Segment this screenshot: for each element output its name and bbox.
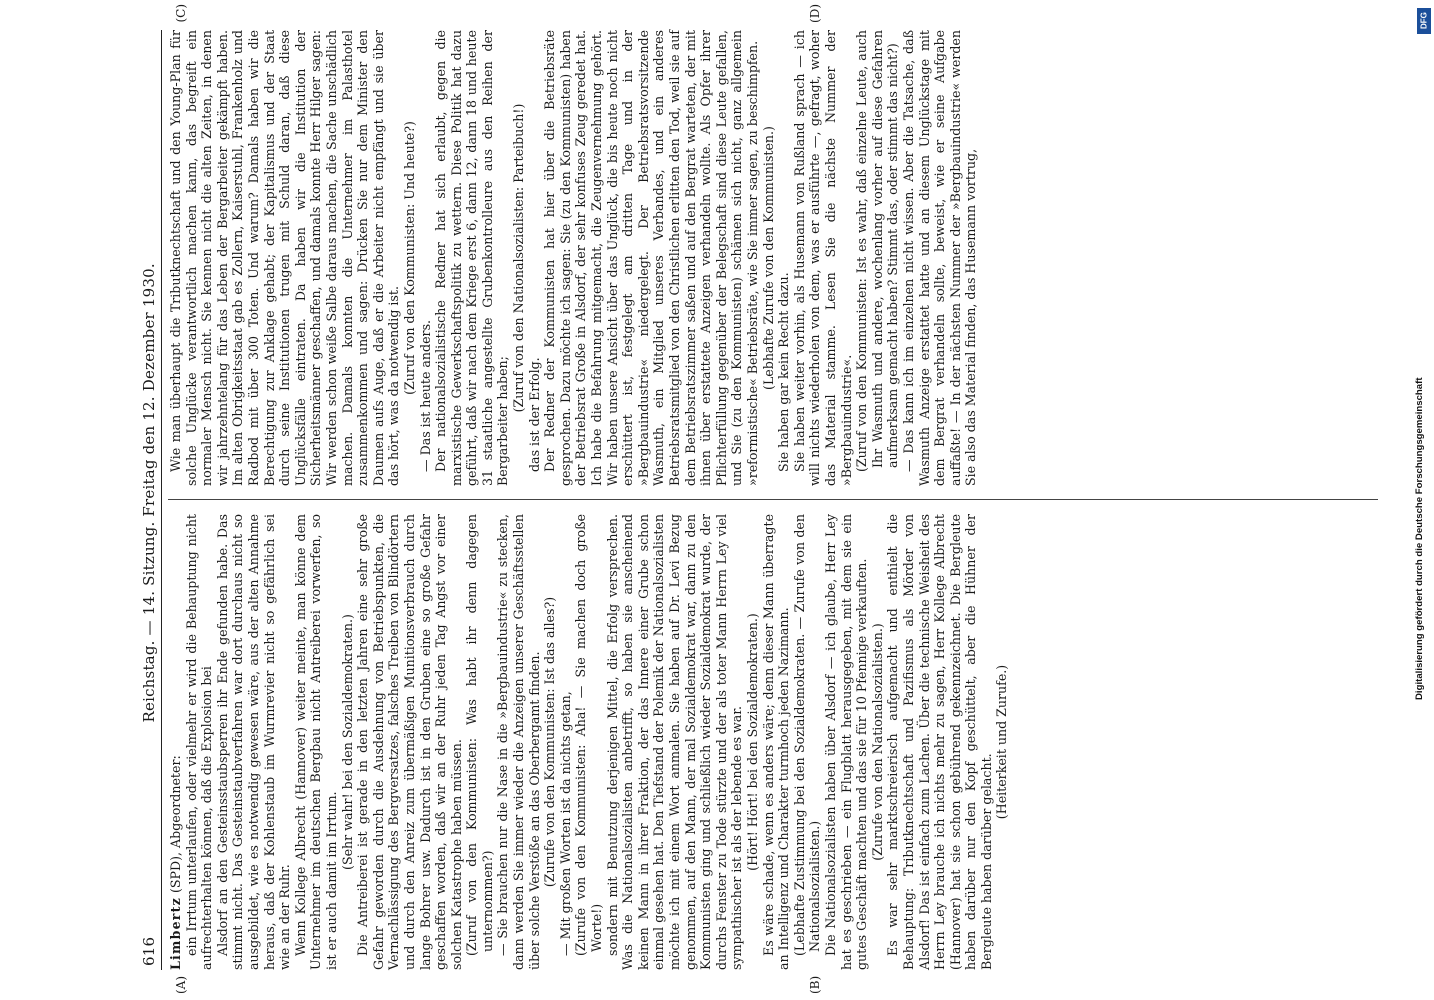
paragraph: Die Nationalsozialisten haben über Alsdorf — ich glaube, Herr Ley hat es geschrieben — ein Flugblatt herausgegeben, mit dem sie ein gutes Geschäft machten und das sie für 10 Pfennige verkauften. bbox=[822, 514, 870, 970]
interjection: (Zuruf von den Kommunisten: Was habt ihr denn dagegen unternommen?) bbox=[464, 514, 495, 956]
interjection: (Lebhafte Zurufe von den Kommunisten.) bbox=[760, 126, 776, 390]
paragraph: — Das ist heute anders. bbox=[417, 319, 433, 472]
margin-mark-a: (A) bbox=[174, 975, 188, 994]
margin-mark-b: (B) bbox=[808, 975, 822, 994]
paragraph: das ist der Erfolg. bbox=[526, 357, 542, 472]
digitization-credit: Digitalisierung gefördert durch die Deutsche Forschungsgemeinschaft bbox=[1414, 377, 1425, 700]
interjection: (Lebhafte Zustimmung bei den Sozialdemokraten. — Zurufe von den Nationalsozialisten.) bbox=[791, 514, 823, 956]
page-header bbox=[140, 30, 162, 970]
page-number: 616 bbox=[140, 936, 158, 966]
interjection: (Zuruf von den Kommunisten: Und heute?) bbox=[401, 121, 417, 395]
paragraph: sondern mit Benutzung derjenigen Mittel, die Erfolg versprechen. Was die Nationalsozialisten anbetrifft, so haben sie anscheinend keinen Mann in ihrer Fraktion, der das Innere einer Grube schon einmal gesehen hat. Den Tiefstand der Polemik der Nationalsozialisten möchte ich mit einem Wort anmalen. Sie haben auf Dr. Levi Bezug genommen, auf den Mann, der mal Sozialdemokrat war, dann zu den Kommunisten ging und schließlich wieder Sozialdemokrat wurde, der durchs Fenster zu Tode stürzte und der als toter Mann Herrn Ley viel sympathischer ist als der lebende es war. bbox=[604, 514, 745, 970]
paragraph: Die Antreiberei ist gerade in den letzten Jahren eine sehr große Gefahr geworden durch die Ausdehnung von Betriebspunkten, die Vernachlässigung des Bergversatzes, falsches Treiben von Blindörtern und durch den Anreiz zum übermäßigen Munitionsverbrauch durch lange Bohrer usw. Dadurch ist in den Gruben eine so große Gefahr geschaffen worden, daß wir an der Ruhr jeden Tag Angst vor einer solchen Katastrophe haben müssen. bbox=[355, 514, 464, 970]
interjection: (Hört! Hört! bei den Sozialdemokraten.) bbox=[744, 613, 760, 871]
left-column bbox=[168, 514, 1378, 970]
interjection: (Zurufe von den Kommunisten: Aha! — Sie machen doch große Worte!) bbox=[573, 514, 605, 956]
interjection: (Zuruf von den Nationalsozialisten: Parteibuch!) bbox=[511, 103, 527, 413]
paragraph: — Mit großen Worten ist da nichts getan, bbox=[557, 691, 573, 956]
paragraph: Wie man überhaupt die Tributknechtschaft und den Young-Plan für solche Unglücke verantwortlich machen kann, das begreift ein normaler Mensch nicht. Sie kennen nicht die alten Zeiten, in denen wir jahrzehntelang für das Leben der Bergarbeiter gekämpft haben. Im alten Obrigkeitsstaat gab es Zollern, Kaiserstuhl, Frankenholz und Radbod mit über 300 Toten. Und warum? Damals haben wir die Berechtigung zur Anklage gehabt; der Kapitalismus und der Staat durch seine Institutionen trugen mit Schuld daran, daß diese Unglücksfälle eintraten. Da haben wir die Institution der Sicherheitsmänner geschaffen, und damals konnte Herr Hilger sagen: Wir werden schon weiße Salbe daraus machen, die Sache unschädlich machen. Damals konnten die Unternehmer im Palasthotel zusammenkommen und sagen: Drücken Sie nur dem Minister den Daumen aufs Auge, daß er die Arbeiter nicht empfängt und sie über das hört, was da notwendig ist. bbox=[168, 30, 402, 486]
header-spacer bbox=[140, 34, 158, 49]
text-columns bbox=[168, 4, 1378, 994]
paragraph: Sie haben gar kein Recht dazu. bbox=[776, 272, 792, 472]
speaker-name: Limbertz bbox=[168, 897, 183, 970]
dfg-logo: DFG bbox=[1417, 8, 1431, 34]
paragraph: ein Irrtum unterlaufen, oder vielmehr er wird die Behauptung nicht aufrechterhalten können, daß die Explosion bei bbox=[183, 514, 215, 970]
paragraph: Der Redner der Kommunisten hat hier über die Betriebsräte gesprochen. Dazu möchte ich sagen: Sie (zu den Kommunisten) haben der Betriebsrat Große in Alsdorf, der sehr konfuses Zeug geredet hat. Ich habe die Befahrung mitgemacht, die Zeugenvernehmung gehört. Wir haben unsere Ansicht über das Unglück, die bis heute noch nicht erschüttert ist, festgelegt am dritten Tage und in der »Bergbauindustrie« niedergelegt. Der Betriebsratsvorsitzende Wasmuth, ein Mitglied unseres Verbandes, und ein anderes Betriebsratsmitglied von den Christlichen erlitten den Tod, weil sie auf dem Betriebsratszimmer saßen und auf den Bergrat warteten, der mit ihnen über erstattete Anzeigen verhandeln wollte. Als Opfer ihrer Pflichterfüllung gegenüber der Belegschaft sind diese Leute gefallen, und Sie (zu den Kommunisten) schämen sich nicht, ganz allgemein »reformistische« Betriebsräte, wie Sie immer sagen, zu beschimpfen. bbox=[542, 30, 760, 486]
interjection: (Sehr wahr! bei den Sozialdemokraten.) bbox=[339, 614, 355, 870]
paragraph: Der nationalsozialistische Redner hat sich erlaubt, gegen die marxistische Gewerkschaftspolitik zu wettern. Diese Politik hat dazu geführt, daß wir nach dem Kriege erst 6, dann 12, dann 18 und heute 31 staatliche angestellte Grubenkontrolleure aus den Reihen der Bergarbeiter haben; bbox=[433, 30, 511, 486]
paragraph: Es war sehr marktschreierisch aufgemacht und enthielt die Behauptung: Tributknechtschaft und Pazifismus als Mörder von Alsdorf! Das ist einfach zum Lachen. Über die technische Weisheit des Herrn Ley brauche ich nichts mehr zu sagen, Herr Kollege Albrecht (Hannover) hat sie schon gebührend gekennzeichnet. Die Bergleute haben darüber nur den Kopf geschüttelt, aber die Hühner der Bergleute haben darüber gelacht. bbox=[885, 514, 994, 970]
interjection: (Heiterkeit und Zurufe.) bbox=[994, 664, 1010, 820]
interjection: (Zuruf von den Kommunisten: Ist es wahr, daß einzelne Leute, auch Ihr Wasmuth und andere, wochenlang vorher auf diese Gefahren aufmerksam gemacht haben? Stimmt das, oder stimmt das nicht?) bbox=[854, 30, 901, 472]
speaker-line bbox=[168, 514, 184, 970]
margin-mark-c: (C) bbox=[174, 4, 188, 23]
interjection: (Zurufe von den Kommunisten: Ist das alles?) bbox=[542, 596, 558, 888]
paragraph: Sie haben weiter vorhin, als Husemann von Rußland sprach — ich will nichts wiederholen von dem, was er ausführte —, gefragt, woher das Material stamme. Lesen Sie die nächste Nummer der »Bergbauindustrie«. bbox=[791, 30, 854, 486]
page-title: Reichstag. — 14. Sitzung. Freitag den 12. Dezember 1930. bbox=[140, 263, 158, 723]
paragraph: Es wäre schade, wenn es anders wäre; denn dieser Mann überragte an Intelligenz und Charakter turmhoch jeden Nazimann. bbox=[760, 514, 792, 970]
paragraph: Alsdorf an den Gesteinsstaubsperren ihr Ende gefunden habe. Das stimmt nicht. Das Gesteinstaubverfahren war dort durchaus nicht so ausgebildet, wie es notwendig gewesen wäre, aus der alten Annahme heraus, daß der Kohlenstaub im Wurmrevier nicht so gefährlich sei wie an der Ruhr. bbox=[214, 514, 293, 970]
paragraph: — Das kann ich im einzelnen nicht wissen. Aber die Tatsache, daß Wasmuth Anzeige erstattet hatte und an diesem Unglückstage mit dem Bergrat verhandeln sollte, beweist, wie er seine Aufgabe auffaßte! — In der nächsten Nummer der »Bergbauindustrie« werden Sie also das Material finden, das Husemann vortrug, bbox=[900, 30, 979, 486]
paragraph: Wenn Kollege Albrecht (Hannover) weiter meinte, man könne dem Unternehmer im deutschen Bergbau nicht Antreiberei vorwerfen, so ist er auch damit im Irrtum. bbox=[292, 514, 339, 970]
right-column bbox=[168, 30, 1378, 486]
margin-mark-d: (D) bbox=[808, 4, 822, 23]
speaker-party: (SPD), Abgeordneter: bbox=[168, 755, 183, 897]
document-page bbox=[80, 0, 1410, 1000]
column-rule bbox=[168, 499, 1378, 500]
side-strip bbox=[1412, 0, 1434, 1000]
interjection: (Zurufe von den Nationalsozialisten.) bbox=[869, 623, 885, 861]
paragraph: — Sie brauchen nur die Nase in die »Bergbauindustrie« zu stecken, dann werden Sie immer wieder die Anzeigen unserer Geschäftsstellen über solche Verstöße an das Oberbergamt finden. bbox=[495, 514, 542, 970]
